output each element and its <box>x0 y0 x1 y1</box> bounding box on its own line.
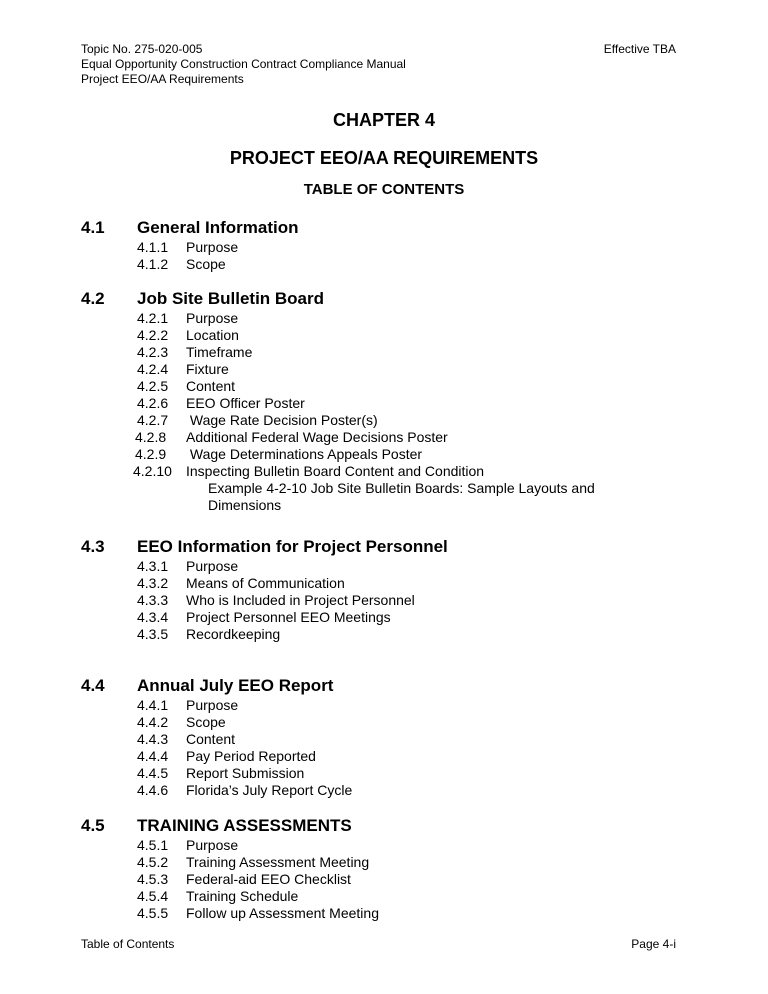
toc-item <box>137 837 701 854</box>
item-label: Additional Federal Wage Decisions Poster <box>186 429 448 445</box>
toc-item <box>137 697 701 714</box>
section-number: 4.5 <box>81 816 105 835</box>
item-number: 4.4.5 <box>137 765 169 781</box>
item-number: 4.2.8 <box>135 429 167 445</box>
section-items <box>137 239 701 273</box>
item-label: Purpose <box>186 558 239 574</box>
toc-item <box>137 412 701 429</box>
item-number: 4.3.1 <box>137 558 169 574</box>
item-label: Content <box>186 378 236 394</box>
item-label: Inspecting Bulletin Board Content and Condition <box>186 463 485 479</box>
toc-section-4-1 <box>81 217 701 273</box>
section-items <box>133 310 701 514</box>
section-number: 4.1 <box>81 218 105 237</box>
section-number: 4.3 <box>81 537 105 556</box>
toc-item <box>137 575 701 592</box>
item-number: 4.4.1 <box>137 697 169 713</box>
header-manual: Equal Opportunity Construction Contract Compliance Manual <box>81 57 406 71</box>
section-title: General Information <box>137 218 299 237</box>
item-number: 4.4.3 <box>137 731 169 747</box>
item-label: Purpose <box>186 310 239 326</box>
footer-page-number: Page 4-i <box>631 937 676 951</box>
toc-heading: TABLE OF CONTENTS <box>303 181 465 198</box>
toc-item <box>137 256 701 273</box>
section-number: 4.4 <box>81 676 105 695</box>
item-number: 4.1.2 <box>137 256 169 272</box>
toc-item <box>135 429 701 446</box>
item-number: 4.5.2 <box>137 854 169 870</box>
chapter-heading: CHAPTER 4 <box>332 110 435 130</box>
section-title: Job Site Bulletin Board <box>137 289 325 308</box>
toc-item <box>137 854 701 871</box>
toc-item <box>137 361 701 378</box>
item-number: 4.3.3 <box>137 592 169 608</box>
toc-section-4-4 <box>81 675 701 799</box>
section-items <box>137 558 701 643</box>
item-number: 4.5.1 <box>137 837 169 853</box>
item-number: 4.2.3 <box>137 344 169 360</box>
page-header-left <box>81 42 406 87</box>
item-label: Report Submission <box>186 765 305 781</box>
toc-item <box>135 446 701 463</box>
toc-section-4-3 <box>81 536 701 643</box>
item-label: EEO Officer Poster <box>186 395 305 411</box>
item-number: 4.5.5 <box>137 905 169 921</box>
item-number: 4.3.5 <box>137 626 169 642</box>
item-number: 4.2.1 <box>137 310 169 326</box>
item-label: Means of Communication <box>186 575 345 591</box>
toc-item <box>137 327 701 344</box>
item-label: Content <box>186 731 236 747</box>
item-number: 4.1.1 <box>137 239 169 255</box>
item-label: Training Assessment Meeting <box>186 854 370 870</box>
section-title: TRAINING ASSESSMENTS <box>137 816 352 835</box>
toc-item <box>137 905 701 922</box>
toc-item <box>137 239 701 256</box>
toc-item <box>137 395 701 412</box>
toc-section-4-5 <box>81 815 701 922</box>
toc-item <box>137 626 701 643</box>
toc-item <box>137 748 701 765</box>
toc-item <box>137 782 701 799</box>
item-label: Wage Determinations Appeals Poster <box>186 446 423 462</box>
toc-item <box>137 871 701 888</box>
item-number: 4.2.7 <box>137 412 169 428</box>
toc-item <box>137 592 701 609</box>
item-number: 4.2.10 <box>133 463 172 479</box>
item-label: Project Personnel EEO Meetings <box>186 609 391 625</box>
item-label: Who is Included in Project Personnel <box>186 592 415 608</box>
section-items <box>137 697 701 799</box>
item-label: Florida’s July Report Cycle <box>186 782 353 798</box>
item-label: Pay Period Reported <box>186 748 316 764</box>
item-label: Fixture <box>186 361 229 377</box>
item-number: 4.2.2 <box>137 327 169 343</box>
toc-item <box>133 463 701 480</box>
toc-item <box>137 731 701 748</box>
item-label: Scope <box>186 256 226 272</box>
item-label: Wage Rate Decision Poster(s) <box>186 412 378 428</box>
item-number: 4.2.9 <box>135 446 167 462</box>
item-label: Federal-aid EEO Checklist <box>186 871 351 887</box>
item-number: 4.5.4 <box>137 888 169 904</box>
toc-item <box>137 609 701 626</box>
item-number: 4.4.4 <box>137 748 169 764</box>
toc-item <box>137 310 701 327</box>
item-number: 4.3.4 <box>137 609 169 625</box>
toc-item <box>137 558 701 575</box>
item-label: Training Schedule <box>186 888 299 904</box>
section-items <box>137 837 701 922</box>
item-label: Timeframe <box>186 344 253 360</box>
section-number: 4.2 <box>81 289 105 308</box>
header-topic: Topic No. 275-020-005 <box>81 42 203 56</box>
item-number: 4.5.3 <box>137 871 169 887</box>
item-label: Recordkeeping <box>186 626 281 642</box>
toc-item <box>137 344 701 361</box>
toc-section-4-2 <box>81 288 701 514</box>
item-number: 4.2.6 <box>137 395 169 411</box>
header-effective: Effective TBA <box>603 42 676 56</box>
section-title: EEO Information for Project Personnel <box>137 537 448 556</box>
toc-item <box>137 765 701 782</box>
item-label: Purpose <box>186 837 239 853</box>
toc-example-item: Example 4-2-10 Job Site Bulletin Boards: Sample Layouts and Dimensions <box>208 480 595 513</box>
chapter-title: PROJECT EEO/AA REQUIREMENTS <box>229 148 539 168</box>
item-number: 4.4.2 <box>137 714 169 730</box>
section-title: Annual July EEO Report <box>137 676 334 695</box>
footer-section-label: Table of Contents <box>81 937 175 951</box>
toc-item <box>137 714 701 731</box>
item-label: Follow up Assessment Meeting <box>186 905 379 921</box>
item-number: 4.3.2 <box>137 575 169 591</box>
item-label: Scope <box>186 714 226 730</box>
item-label: Purpose <box>186 239 239 255</box>
header-section: Project EEO/AA Requirements <box>81 72 244 86</box>
item-number: 4.4.6 <box>137 782 169 798</box>
toc-item <box>137 378 701 395</box>
item-label: Location <box>186 327 239 343</box>
item-number: 4.2.4 <box>137 361 169 377</box>
item-number: 4.2.5 <box>137 378 169 394</box>
toc-item <box>137 888 701 905</box>
item-label: Purpose <box>186 697 239 713</box>
